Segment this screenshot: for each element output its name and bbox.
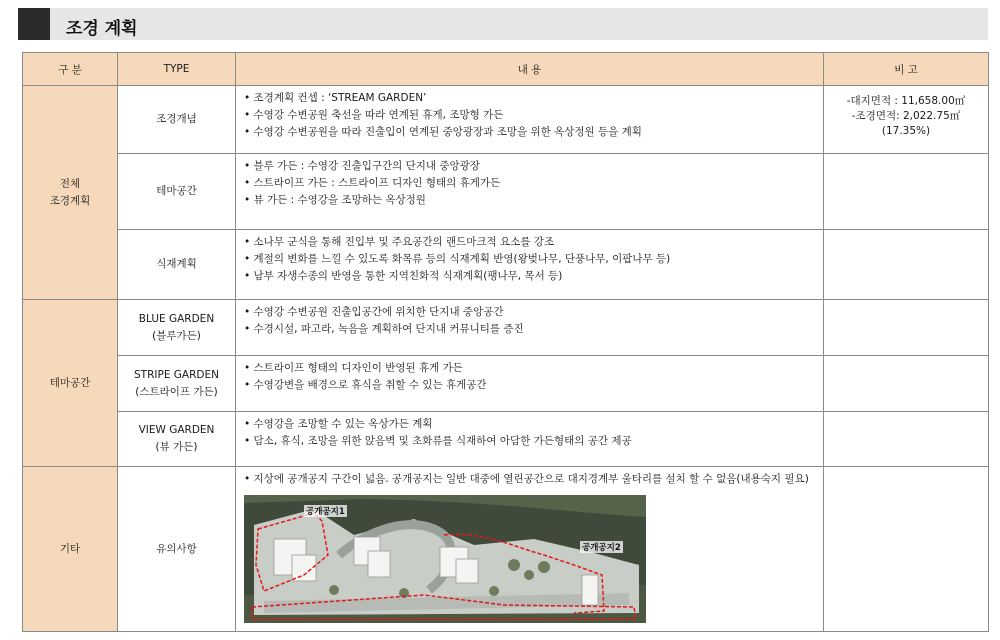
list-item: • 블루 가든 : 수영강 진출입구간의 단지내 중앙광장: [244, 158, 817, 175]
landscape-area-note: -조경면적: 2,022.75㎡: [851, 110, 961, 122]
header-content: 내 용: [236, 53, 824, 86]
table-row: [23, 412, 989, 467]
note-cell: [824, 86, 989, 154]
table-header-row: [23, 53, 989, 86]
type-cell: 조경개념: [118, 86, 236, 154]
note-cell: [824, 300, 989, 356]
content-cell: [236, 412, 824, 467]
note-cell: [824, 412, 989, 467]
list-item: • 조경계획 컨셉 : ‘STREAM GARDEN’: [244, 90, 817, 107]
list-item: • 스트라이프 가든 : 스트라이프 디자인 형태의 휴게가든: [244, 175, 817, 192]
title-marker: [18, 8, 50, 40]
section-label: 전체: [59, 177, 81, 190]
type-name-ko: (블루가든): [152, 329, 201, 342]
type-cell: [118, 356, 236, 412]
type-name-ko: (뷰 가든): [155, 441, 198, 453]
public-space-2-label: 공개공지2: [582, 543, 621, 553]
list-item: • 계절의 변화를 느낄 수 있도록 화목류 등의 식재계획 반영(왕벚나무, 단풍나무, 이팝나무 등): [244, 251, 817, 268]
list-item: • 수영강변을 배경으로 휴식을 취할 수 있는 휴게공간: [244, 377, 817, 394]
content-cell: [236, 356, 824, 412]
landscape-plan-table: [22, 52, 989, 632]
content-cell: [236, 154, 824, 230]
type-cell: [118, 412, 236, 467]
list-item: • 담소, 휴식, 조망을 위한 앉음벽 및 초화류를 식재하여 아담한 가든형태의 공간 제공: [244, 433, 817, 450]
type-cell: 식재계획: [118, 230, 236, 300]
content-cell: [236, 86, 824, 154]
page-title: 조경 계획: [66, 19, 138, 39]
note-cell: [824, 230, 989, 300]
section-theme: 테마공간: [23, 300, 118, 467]
table-row: [23, 86, 989, 154]
list-item: • 소나무 군식을 통해 진입부 및 주요공간의 랜드마크적 요소를 강조: [244, 234, 817, 251]
list-item: • 스트라이프 형태의 디자인이 반영된 휴게 가든: [244, 360, 817, 377]
table-row: [23, 300, 989, 356]
type-name-ko: (스트라이프 가든): [135, 385, 218, 398]
public-space-1-label: 공개공지1: [306, 507, 345, 517]
type-name: STRIPE GARDEN: [134, 368, 219, 381]
table-row: [23, 356, 989, 412]
note-cell: [824, 356, 989, 412]
type-cell: 테마공간: [118, 154, 236, 230]
table-row: [23, 467, 989, 632]
type-cell: 유의사항: [118, 467, 236, 632]
list-item: • 수경시설, 파고라, 녹음을 계획하여 단지내 커뮤니티를 증진: [244, 321, 817, 338]
section-label: 조경계획: [49, 194, 91, 207]
list-item: • 남부 자생수종의 반영을 통한 지역친화적 식재계획(팽나무, 목서 등): [244, 268, 817, 285]
type-cell: [118, 300, 236, 356]
content-cell: [236, 300, 824, 356]
page-title-bar: [18, 8, 988, 40]
section-etc: 기타: [23, 467, 118, 632]
landscape-ratio-note: (17.35%): [881, 125, 931, 137]
note-cell: [824, 154, 989, 230]
site-aerial-image: [244, 495, 646, 623]
header-type: TYPE: [118, 53, 236, 86]
content-cell: [236, 230, 824, 300]
header-section: 구 분: [23, 53, 118, 86]
content-cell: [236, 467, 824, 632]
list-item: • 수영강 수변공원 진출입공간에 위치한 단지내 중앙공간: [244, 304, 817, 321]
section-overall: [23, 86, 118, 300]
list-item: • 수영강 수변공원 축선을 따라 연계된 휴게, 조망형 가든: [244, 107, 817, 124]
table-row: [23, 230, 989, 300]
list-item: • 뷰 가든 : 수영강을 조망하는 옥상정원: [244, 192, 817, 209]
note-cell: [824, 467, 989, 632]
list-item: • 수영강을 조망할 수 있는 옥상가든 계획: [244, 416, 817, 433]
list-item: • 수영강 수변공원을 따라 진출입이 연계된 중앙광장과 조망을 위한 옥상정원 등을 계획: [244, 124, 817, 141]
type-name: BLUE GARDEN: [138, 312, 215, 325]
type-name: VIEW GARDEN: [138, 424, 215, 436]
header-note: 비 고: [824, 53, 989, 86]
list-item: • 지상에 공개공지 구간이 넓음. 공개공지는 일반 대중에 열린공간으로 대지경계부 울타리를 설치 할 수 없음(내용숙지 필요): [244, 471, 817, 488]
table-row: [23, 154, 989, 230]
site-area-note: -대지면적 : 11,658.00㎡: [846, 95, 966, 107]
